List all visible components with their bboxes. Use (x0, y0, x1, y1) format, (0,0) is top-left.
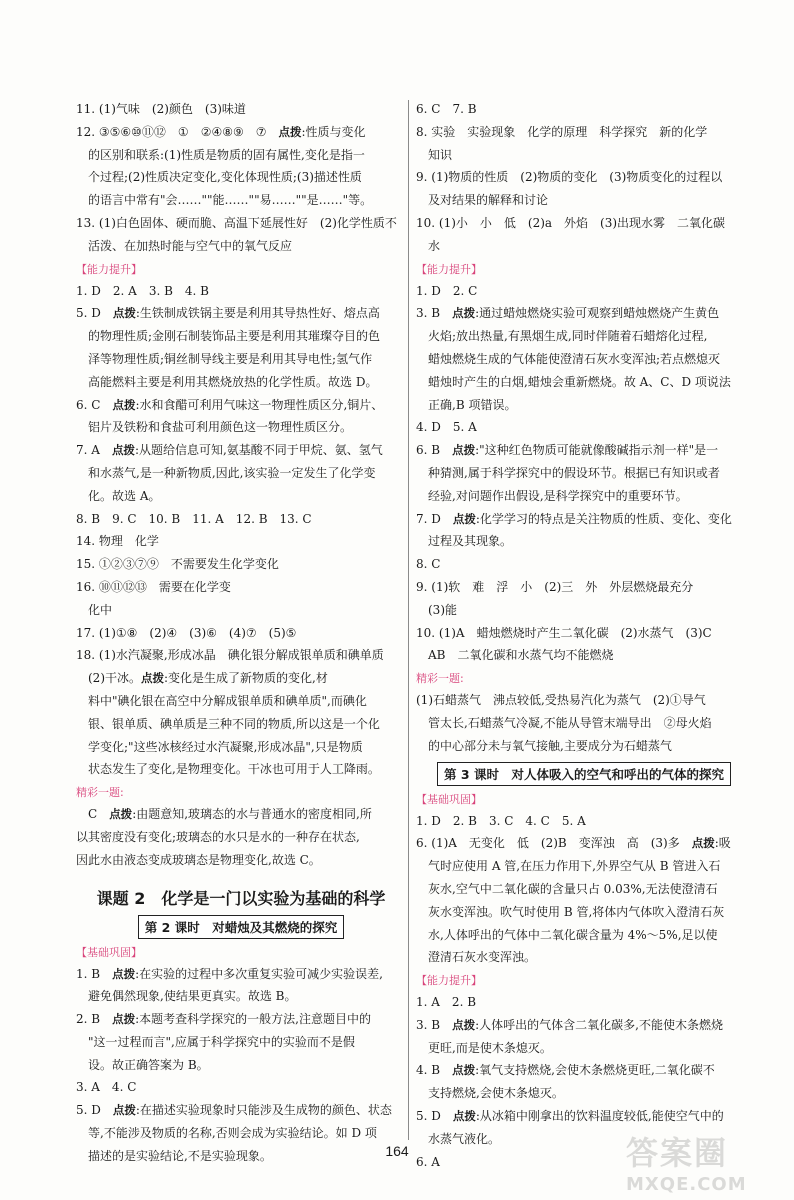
answer-13-cont: 活泼、在加热时能与空气中的氧气反应 (88, 238, 293, 253)
answer-d6-cont: 灰水变浑浊。吹气时使用 B 管,将体内气体吹入澄清石灰 (428, 904, 725, 919)
watermark-url: MXQE.COM (626, 1174, 747, 1195)
section-tag-basic: 【基础巩固】 (416, 792, 482, 806)
hint-label: 点拨 (112, 966, 136, 981)
featured-answer: (1)石蜡蒸气 沸点较低,受热易汽化为蒸气 (2)①导气 (416, 693, 706, 708)
section-tag-featured: 精彩一题: (76, 786, 124, 800)
answer-c9-cont: (3)能 (428, 602, 457, 617)
answer-r9: 9. (1)物质的性质 (2)物质的变化 (3)物质变化的过程以 (416, 170, 723, 185)
hint-label: 点拨 (112, 306, 136, 321)
column-divider (408, 100, 409, 1140)
answer-r8-cont: 知识 (428, 147, 453, 162)
answer-18-cont: 银、银单质、碘单质是三种不同的物质,所以这是一个化 (88, 716, 380, 731)
answer-e5: 5. D 点拨:从冰箱中刚拿出的饮料温度较低,能使空气中的 (416, 1109, 724, 1124)
answer-b3-4: 3. A 4. C (76, 1080, 137, 1095)
hint-label: 点拨 (452, 1109, 476, 1124)
answer-e6: 6. A (416, 1154, 440, 1169)
answer-c6-cont: 经验,对问题作出假设,是科学探究中的重要环节。 (428, 488, 688, 503)
hint-label: 点拨 (452, 1063, 476, 1078)
right-column (416, 98, 752, 1173)
answer-e5-cont: 水蒸气液化。 (428, 1131, 501, 1146)
answer-b1-cont: 避免偶然现象,使结果更真实。故选 B。 (88, 989, 297, 1004)
answer-7: 7. A 点拨:从题给信息可知,氨基酸不同于甲烷、氨、氢气 (76, 443, 383, 458)
watermark-text: 答案圈 (626, 1134, 729, 1172)
section-tag-ability: 【能力提升】 (76, 262, 142, 276)
answer-e4-cont: 支持燃烧,会使木条熄灭。 (428, 1086, 564, 1101)
answer-e1-2: 1. A 2. B (416, 995, 477, 1010)
page-number: 164 (385, 1143, 409, 1159)
lesson-heading: 第 2 课时 对蜡烛及其燃烧的探究 (138, 915, 344, 939)
hint-label: 点拨 (452, 511, 476, 526)
section-tag-ability: 【能力提升】 (416, 262, 482, 276)
hint-label: 点拨 (111, 443, 135, 458)
answer-7-cont: 化。故选 A。 (88, 488, 161, 503)
answer-d6-cont: 水,人体呼出的气体中二氧化碳含量为 4%～5%,足以使 (428, 927, 718, 942)
answer-7-cont: 和水蒸气,是一种新物质,因此,该实验一定发生了化学变 (88, 465, 376, 480)
hint-label: 点拨 (452, 1017, 476, 1032)
answer-c3-cont: 火焰;放出热量,有黑烟生成,同时伴随着石蜡熔化过程, (428, 329, 708, 344)
answer-12: 12. ③⑤⑥⑩⑪⑫ ① ②④⑧⑨ ⑦ 点拨:性质与变化 (76, 124, 366, 139)
hint-label: 点拨 (112, 1103, 136, 1118)
answer-18-cont: 料中"碘化银在高空中分解成银单质和碘单质",而碘化 (88, 693, 367, 708)
answer-c1-2: 1. D 2. C (416, 283, 478, 298)
hint-label: 点拨 (452, 443, 476, 458)
answer-18-cont: (2)干冰。点拨:变化是生成了新物质的变化,材 (88, 671, 328, 686)
answer-b2-cont: 设。故正确答案为 B。 (88, 1057, 209, 1072)
answer-c7: 7. D 点拨:化学学习的特点是关注物质的性质、变化、变化 (416, 511, 732, 526)
watermark-logo (626, 1128, 776, 1196)
answer-c3-cont: 正确,B 项错误。 (428, 397, 517, 412)
section-tag-basic: 【基础巩固】 (76, 945, 142, 959)
answer-15: 15. ①②③⑦⑨ 不需要发生化学变化 (76, 557, 279, 572)
featured-answer-cont: 因此水由液态变成玻璃态是物理变化,故选 C。 (76, 852, 321, 867)
answer-6: 6. C 点拨:水和食醋可利用气味这一物理性质区分,铜片、 (76, 397, 384, 412)
answer-1-4: 1. D 2. A 3. B 4. B (76, 283, 209, 298)
answer-12-cont: 个过程;(2)性质决定变化,变化体现性质;(3)描述性质 (88, 170, 362, 185)
answer-d6-cont: 灰水,空气中二氧化碳的含量只占 0.03%,无法使澄清石 (428, 881, 718, 896)
hint-label: 点拨 (278, 124, 302, 139)
answer-5-cont: 的物理性质;金刚石制装饰品主要是利用其璀璨夺目的色 (88, 329, 381, 344)
answer-c4-5: 4. D 5. A (416, 420, 477, 435)
hint-label: 点拨 (109, 807, 133, 822)
answer-16-cont: 化中 (88, 602, 113, 617)
answer-r9-cont: 及对结果的解释和讨论 (428, 193, 549, 208)
answer-b5-cont: 描述的是实验结论,不是实验现象。 (88, 1148, 272, 1163)
answer-11: 11. (1)气味 (2)颜色 (3)味道 (76, 102, 246, 116)
answer-e3: 3. B 点拨:人体呼出的气体含二氧化碳多,不能使木条燃烧 (416, 1017, 723, 1032)
answer-12-cont: 的区别和联系:(1)性质是物质的固有属性,变化是指一 (88, 147, 365, 162)
answer-d6-cont: 气时应使用 A 管,在压力作用下,外界空气从 B 管进入石 (428, 859, 721, 874)
answer-c6: 6. B 点拨:"这种红色物质可能就像酸碱指示剂一样"是一 (416, 443, 719, 458)
featured-answer-cont: 管太长,石蜡蒸气冷凝,不能从导管末端导出 ②母火焰 (428, 715, 712, 730)
answer-r6-7: 6. C 7. B (416, 102, 477, 116)
answer-18: 18. (1)水汽凝聚,形成冰晶 碘化银分解成银单质和碘单质 (76, 648, 384, 663)
topic-title: 课题 2 化学是一门以实验为基础的科学 (96, 888, 386, 908)
left-column (76, 98, 406, 1168)
answer-b2: 2. B 点拨:本题考查科学探究的一般方法,注意题目中的 (76, 1012, 371, 1027)
hint-label: 点拨 (112, 397, 136, 412)
answer-e3-cont: 更旺,而是使木条熄灭。 (428, 1040, 552, 1055)
featured-answer-cont: 的中心部分未与氧气接触,主要成分为石蜡蒸气 (428, 738, 672, 753)
answer-16: 16. ⑩⑪⑫⑬ 需要在化学变 (76, 579, 231, 594)
hint-label: 点拨 (112, 1012, 136, 1027)
featured-answer-cont: 以其密度没有变化;玻璃态的水只是水的一种存在状态, (76, 829, 360, 844)
answer-c3-cont: 蜡烛时产生的白烟,蜡烛会重新燃烧。故 A、C、D 项说法 (428, 374, 731, 389)
answer-12-cont: 的语言中常有"会……""能……""易……""是……"等。 (88, 193, 373, 208)
answer-c3: 3. B 点拨:通过蜡烛燃烧实验可观察到蜡烛燃烧产生黄色 (416, 306, 720, 321)
answer-17: 17. (1)①⑧ (2)④ (3)⑥ (4)⑦ (5)⑤ (76, 625, 297, 640)
answer-d6: 6. (1)A 无变化 低 (2)B 变浑浊 高 (3)多 点拨:吸 (416, 836, 731, 851)
answer-b5: 5. D 点拨:在描述实验现象时只能涉及生成物的颜色、状态 (76, 1103, 392, 1118)
answer-c7-cont: 过程及其现象。 (428, 534, 513, 549)
answer-18-cont: 状态发生了变化,是物理变化。干冰也可用于人工降雨。 (88, 762, 380, 777)
answer-5-cont: 泽等物理性质;铜丝制导线主要是利用其导电性;氢气作 (88, 351, 373, 366)
answer-c10: 10. (1)A 蜡烛燃烧时产生二氧化碳 (2)水蒸气 (3)C (416, 625, 712, 640)
lesson-heading: 第 3 课时 对人体吸入的空气和呼出的气体的探究 (437, 762, 731, 786)
answer-c8: 8. C (416, 557, 441, 572)
section-tag-ability: 【能力提升】 (416, 974, 482, 988)
answer-14: 14. 物理 化学 (76, 534, 159, 549)
answer-r10: 10. (1)小 小 低 (2)a 外焰 (3)出现水雾 二氧化碳 (416, 215, 726, 230)
answer-c9: 9. (1)软 难 浮 小 (2)三 外 外层燃烧最充分 (416, 579, 694, 594)
answer-c3-cont: 蜡烛燃烧生成的气体能使澄清石灰水变浑浊;若点燃熄灭 (428, 351, 721, 366)
answer-c6-cont: 种猜测,属于科学探究中的假设环节。根据已有知识或者 (428, 465, 720, 480)
hint-label: 点拨 (452, 306, 476, 321)
answer-18-cont: 学变化;"这些冰核经过水汽凝聚,形成冰晶",只是物质 (88, 739, 363, 754)
answer-e4: 4. B 点拨:氧气支持燃烧,会使木条燃烧更旺,二氧化碳不 (416, 1063, 715, 1078)
answer-13: 13. (1)白色固体、硬而脆、高温下延展性好 (2)化学性质不 (76, 215, 397, 230)
answer-d1-5: 1. D 2. B 3. C 4. C 5. A (416, 813, 586, 828)
answer-b5-cont: 等,不能涉及物质的名称,否则会成为实验结论。如 D 项 (88, 1126, 377, 1141)
answer-6-cont: 铝片及铁粉和食盐可利用颜色这一物理性质区分。 (88, 420, 353, 435)
answer-b2-cont: "这一过程而言",应属于科学探究中的实验而不是假 (88, 1034, 355, 1049)
answer-5-cont: 高能燃料主要是利用其燃烧放热的化学性质。故选 D。 (88, 374, 378, 389)
answer-c10-cont: AB 二氧化碳和水蒸气均不能燃烧 (428, 648, 614, 663)
hint-label: 点拨 (691, 836, 715, 851)
answer-d6-cont: 澄清石灰水变浑浊。 (428, 950, 537, 965)
answer-r10-cont: 水 (428, 238, 441, 253)
answer-5: 5. D 点拨:生铁制成铁锅主要是利用其导热性好、熔点高 (76, 306, 380, 321)
section-tag-featured: 精彩一题: (416, 672, 464, 686)
hint-label: 点拨 (141, 671, 164, 686)
featured-answer: C 点拨:由题意知,玻璃态的水与普通水的密度相同,所 (88, 807, 372, 822)
answer-r8: 8. 实验 实验现象 化学的原理 科学探究 新的化学 (416, 124, 708, 139)
answer-8-13: 8. B 9. C 10. B 11. A 12. B 13. C (76, 511, 312, 526)
answer-b1: 1. B 点拨:在实验的过程中多次重复实验可减少实验误差, (76, 966, 383, 981)
